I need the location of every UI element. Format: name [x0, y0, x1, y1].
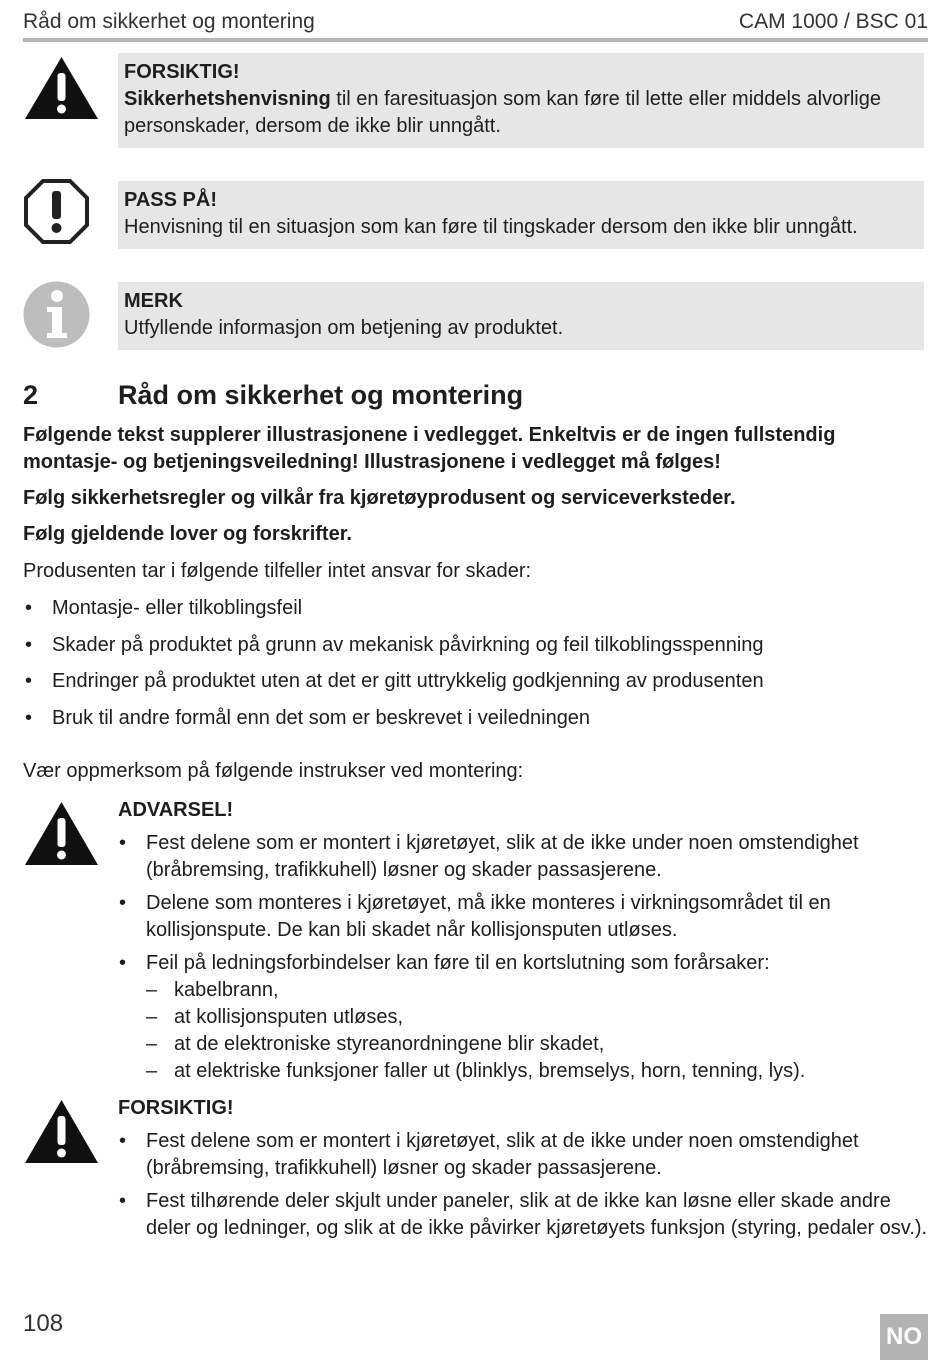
list-item-text: Fest delene som er montert i kjøretøyet, slik at de ikke under noen omstendighet (bråbremsing, trafikkuhell) løsner og skader passasjerene. — [146, 832, 859, 881]
caution-list — [118, 1128, 930, 1242]
warning-sublist — [146, 977, 930, 1085]
list-item: • Montasje- eller tilkoblingsfeil — [25, 597, 303, 619]
section-title: Råd om sikkerhet og montering — [118, 380, 524, 410]
warning-list — [118, 830, 930, 1085]
sub-list-item: – at kollisjonsputen utløses, — [146, 1006, 404, 1028]
notice-note — [118, 282, 924, 350]
octagon-exclamation-icon — [23, 178, 90, 245]
sub-list-item-text: at de elektroniske styreanordningene blir skadet, — [174, 1033, 605, 1055]
sub-list-item-text: at kollisjonsputen utløses, — [174, 1006, 404, 1028]
list-item-text: Fest tilhørende deler skjult under paneler, slik at de ikke kan løsne eller skade andre deler og ledninger, og slik at de ikke påvirker kjøretøyets funksjon (styring, pedaler osv.). — [146, 1190, 928, 1239]
list-item-text: Endringer på produktet uten at det er gitt uttrykkelig godkjenning av produsenten — [52, 670, 764, 692]
list-item-text: Skader på produktet på grunn av mekanisk påvirkning og feil tilkoblingsspenning — [52, 633, 764, 656]
warning-triangle-icon — [23, 1098, 100, 1165]
mounting-intro: Vær oppmerksom på følgende instrukser ved montering: — [23, 760, 524, 782]
sub-list-item-text: kabelbrann, — [174, 979, 279, 1001]
list-item-text: Fest delene som er montert i kjøretøyet, slik at de ikke under noen omstendighet (bråbremsing, trafikkuhell) løsner og skader passasjerene. — [146, 1130, 859, 1179]
list-item-text: Bruk til andre formål enn det som er beskrevet i veiledningen — [52, 706, 591, 729]
list-item: • Fest delene som er montert i kjøretøyet, slik at de ikke under noen omstendighet (bråbremsing, trafikkuhell) løsner og skader passasjerene. — [119, 832, 859, 881]
notice-text: Henvisning til en situasjon som kan føre til tingskader dersom den ikke blir unngått. — [124, 216, 858, 238]
warning-title: ADVARSEL! — [118, 799, 234, 821]
sub-list-item-text: at elektriske funksjoner faller ut (blinklys, bremselys, horn, tenning, lys). — [174, 1060, 806, 1082]
sub-list-item: – kabelbrann, — [146, 979, 279, 1001]
list-item: • Endringer på produktet uten at det er gitt uttrykkelig godkjenning av produsenten — [25, 670, 764, 692]
list-item-text: Delene som monteres i kjøretøyet, må ikke monteres i virkningsområdet til en kollisjonspute. De kan bli skadet når kollisjonsputen utløses. — [146, 892, 831, 941]
language-badge: NO — [880, 1314, 928, 1360]
sub-list-item: – at de elektroniske styreanordningene blir skadet, — [146, 1033, 605, 1055]
intro-paragraph-3: Følg gjeldende lover og forskrifter. — [23, 523, 352, 545]
warning-block — [118, 797, 930, 1085]
list-item: • Feil på ledningsforbindelser kan føre til en kortslutning som forårsaker: – kabelbrann, – at kollisjonsputen utløses, – at de elektroniske styreanordningene blir skadet, – at elektriske funksjoner faller ut (blinklys, bremselys, horn, tenning, lys). — [118, 950, 930, 1085]
liability-list — [23, 595, 928, 741]
intro-paragraph-1: Følgende tekst supplerer illustrasjonene i vedlegget. Enkeltvis er de ingen fullstendig montasje- og betjeningsveiledning! Illustrasjonene i vedlegget må følges! — [23, 424, 836, 473]
intro-paragraph-4: Produsenten tar i følgende tilfeller intet ansvar for skader: — [23, 560, 532, 582]
list-item: • Fest tilhørende deler skjult under paneler, slik at de ikke kan løsne eller skade andre deler og ledninger, og slik at de ikke påvirker kjøretøyets funksjon (styring, pedaler osv.). — [119, 1190, 928, 1239]
list-item-text: Feil på ledningsforbindelser kan føre til en kortslutning som forårsaker: — [146, 952, 770, 974]
info-icon — [23, 281, 90, 348]
list-item-text: Montasje- eller tilkoblingsfeil — [52, 597, 303, 619]
notice-bold-lead: Sikkerhetshenvisning — [124, 88, 331, 110]
list-item: • Bruk til andre formål enn det som er beskrevet i veiledningen — [25, 706, 591, 729]
notice-text: Utfyllende informasjon om betjening av produktet. — [124, 317, 564, 339]
list-item: • Fest delene som er montert i kjøretøyet, slik at de ikke under noen omstendighet (bråbremsing, trafikkuhell) løsner og skader passasjerene. — [119, 1130, 859, 1179]
intro-paragraph-2: Følg sikkerhetsregler og vilkår fra kjøretøyprodusent og serviceverksteder. — [23, 487, 736, 509]
page-number: 108 — [23, 1310, 64, 1337]
warning-triangle-icon — [23, 800, 100, 867]
notice-title: PASS PÅ! — [124, 189, 217, 211]
notice-caution — [118, 53, 924, 148]
header-product-name: CAM 1000 / BSC 01 — [738, 10, 928, 33]
list-item: • Delene som monteres i kjøretøyet, må ikke monteres i virkningsområdet til en kollisjonspute. De kan bli skadet når kollisjonsputen utløses. — [119, 892, 831, 941]
caution-block — [118, 1095, 930, 1242]
notice-text: til en faresituasjon som kan føre til lette eller middels alvorlige personskader, dersom de ikke blir unngått. — [124, 88, 881, 137]
section-number: 2 — [23, 380, 39, 410]
notice-attention — [118, 181, 924, 249]
sub-list-item: – at elektriske funksjoner faller ut (blinklys, bremselys, horn, tenning, lys). — [146, 1060, 806, 1082]
warning-triangle-icon — [23, 55, 100, 121]
header-chapter-title: Råd om sikkerhet og montering — [23, 10, 315, 33]
notice-title: MERK — [124, 290, 183, 312]
caution-title: FORSIKTIG! — [118, 1097, 234, 1119]
notice-title: FORSIKTIG! — [124, 61, 240, 83]
running-header — [23, 8, 928, 42]
list-item: • Skader på produktet på grunn av mekanisk påvirkning og feil tilkoblingsspenning — [25, 633, 764, 656]
